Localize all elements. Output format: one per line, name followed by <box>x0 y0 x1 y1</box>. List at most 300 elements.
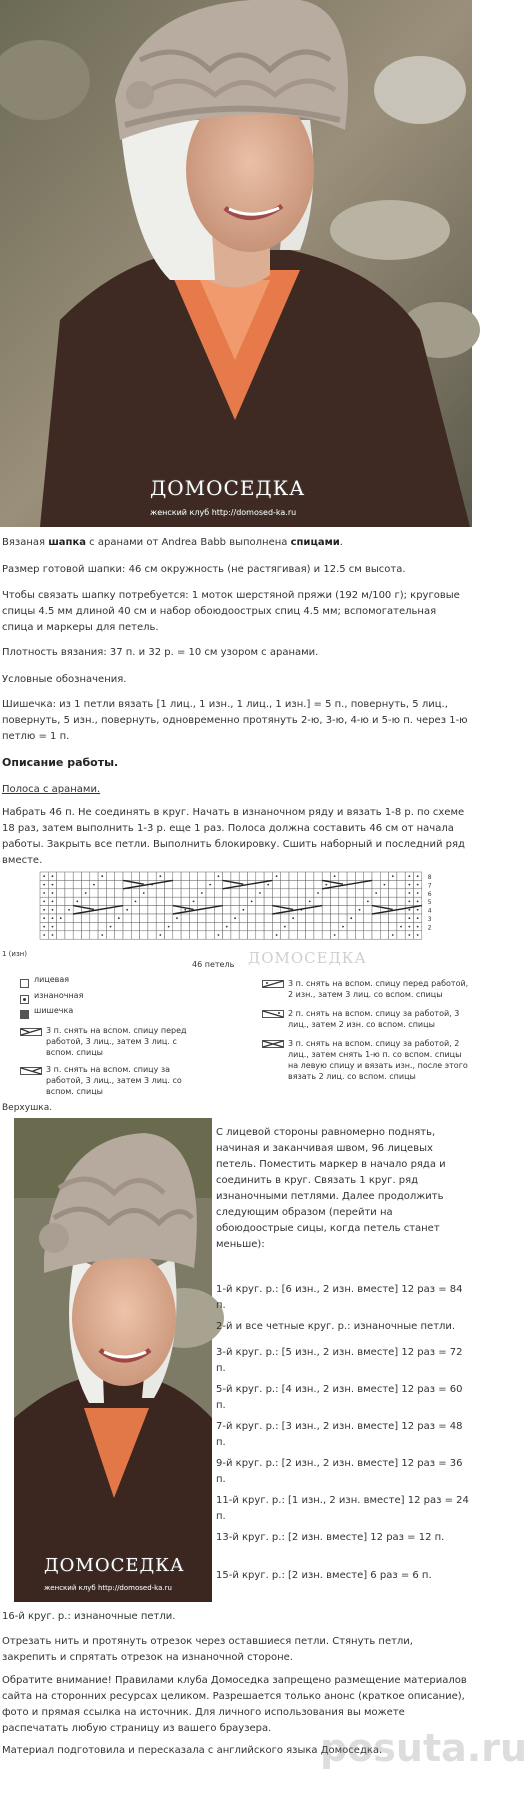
legend-knit <box>20 975 70 992</box>
chart-cell <box>140 922 148 930</box>
purl-dot <box>408 884 410 886</box>
chart-cell <box>306 931 314 939</box>
chart-cell <box>322 872 330 880</box>
chart-cell <box>364 914 372 922</box>
chart-cell <box>239 931 247 939</box>
watermark-brand: ДОМОСЕДКА <box>150 476 306 500</box>
chart-cell <box>131 922 139 930</box>
chart-cell <box>123 914 131 922</box>
chart-cell <box>173 872 181 880</box>
hat-photo-main-image <box>0 0 472 527</box>
chart-cell <box>115 931 123 939</box>
chart-cell <box>331 914 339 922</box>
chart-cell <box>173 931 181 939</box>
chart-cell <box>198 931 206 939</box>
chart-cell <box>165 872 173 880</box>
purl-dot <box>259 892 261 894</box>
row-number: 5 <box>427 899 432 907</box>
purl-dot <box>159 875 161 877</box>
chart-cell <box>231 889 239 897</box>
chart-cell <box>140 914 148 922</box>
chart-cell <box>65 872 73 880</box>
chart-cell <box>289 880 297 888</box>
chart-cell <box>256 897 264 905</box>
chart-cell <box>165 931 173 939</box>
chart-cell <box>372 872 380 880</box>
chart-cell <box>264 922 272 930</box>
chart-cell <box>82 914 90 922</box>
crown-row: 1-й круг. р.: [6 изн., 2 изн. вместе] 12 раз = 84 п. <box>216 1284 463 1311</box>
hat-photo-second <box>14 1118 212 1602</box>
row-number: 3 <box>427 916 432 923</box>
purl-dot <box>350 917 352 919</box>
chart-cell <box>181 931 189 939</box>
chart-cell <box>173 889 181 897</box>
chart-cell <box>389 889 397 897</box>
chart-cell <box>131 906 139 914</box>
chart-cell <box>355 897 363 905</box>
chart-cell <box>131 872 139 880</box>
purl-dot <box>408 892 410 894</box>
chart-cell <box>306 922 314 930</box>
chart-cell <box>115 922 123 930</box>
chart-cell <box>98 880 106 888</box>
chart-cell <box>248 889 256 897</box>
chart-cell <box>322 914 330 922</box>
cross-purl-front-icon <box>262 980 284 988</box>
purl-dot <box>334 934 336 936</box>
chart-cell <box>306 880 314 888</box>
purl-dot <box>384 884 386 886</box>
chart-cell <box>347 897 355 905</box>
row-number: 8 <box>427 874 432 881</box>
purl-dot <box>52 884 54 886</box>
chart-cell <box>115 889 123 897</box>
chart-cell <box>380 922 388 930</box>
chart-cell <box>189 880 197 888</box>
purl-dot <box>408 875 410 877</box>
chart-cell <box>347 922 355 930</box>
purl-dot <box>43 892 45 894</box>
bobble-paragraph: Шишечка: из 1 петли вязать [1 лиц., 1 изн., 1 лиц., 1 изн.] = 5 п., повернуть, 5 лиц., повернуть, 5 изн., повернуть, одновременно протянуть 2-ю, 3-ю, 4-ю и 5-ю п. через 1-ю петлю = 1 п. <box>2 699 468 742</box>
purl-dot <box>52 875 54 877</box>
chart-cell <box>347 906 355 914</box>
chart-cell <box>289 931 297 939</box>
legend-knit-text: лицевая <box>34 975 70 984</box>
chart-cell <box>331 906 339 914</box>
row-number: 2 <box>427 924 432 932</box>
chart-cell <box>123 889 131 897</box>
chart-cell <box>364 872 372 880</box>
crown-intro: С лицевой стороны равномерно поднять, начиная и заканчивая швом, 96 лицевых петель. Поместить маркер в начало ряда и соединить в круг. Связать 1 круг. ряд изнаночными петлями. Далее продолжить следующим образом (перейти на обоюдоострые сицы, когда петель станет меньше): <box>216 1127 446 1250</box>
chart-cell <box>239 889 247 897</box>
chart-cell <box>322 922 330 930</box>
chart-cell <box>214 922 222 930</box>
chart-cell <box>57 872 65 880</box>
crown-row: 7-й круг. р.: [3 изн., 2 изн. вместе] 12 раз = 48 п. <box>216 1421 463 1448</box>
gauge-paragraph: Плотность вязания: 37 п. и 32 р. = 10 см узором с аранами. <box>2 647 319 658</box>
chart-cell <box>123 872 131 880</box>
chart-cell <box>314 931 322 939</box>
chart-cell <box>256 906 264 914</box>
purl-dot <box>168 926 170 928</box>
purl-dot <box>135 901 137 903</box>
chart-cell <box>355 922 363 930</box>
purl-dot <box>43 901 45 903</box>
purl-dot <box>325 884 327 886</box>
watermark-brand-2: ДОМОСЕДКА <box>44 1555 185 1576</box>
chart-cell <box>214 914 222 922</box>
crown-row: 15-й круг. р.: [2 изн. вместе] 6 раз = 6 п. <box>216 1570 432 1581</box>
purl-dot <box>417 875 419 877</box>
intro-hat-bold: шапка <box>48 537 86 548</box>
chart-cell <box>339 931 347 939</box>
chart-cell <box>148 889 156 897</box>
purl-dot <box>226 926 228 928</box>
chart-cell <box>106 872 114 880</box>
crown-row: 9-й круг. р.: [2 изн., 2 изн. вместе] 12 раз = 36 п. <box>216 1458 463 1485</box>
chart-cell <box>206 914 214 922</box>
purl-dot <box>218 934 220 936</box>
intro-mid: с аранами от Andrea Babb выполнена <box>86 537 291 548</box>
chart-cell <box>248 922 256 930</box>
purl-dot <box>101 875 103 877</box>
chart-cell <box>214 880 222 888</box>
chart-cell <box>281 872 289 880</box>
chart-cell <box>206 897 214 905</box>
chart-cell <box>173 880 181 888</box>
purl-dot <box>417 884 419 886</box>
chart-cell <box>181 897 189 905</box>
materials-paragraph: Чтобы связать шапку потребуется: 1 моток шерстяной пряжи (192 м/100 г); круговые спицы 4.5 мм длиной 40 см и набор обоюдоострых спиц 4.5 мм; вспомогательная спица и маркеры для петель. <box>2 590 460 633</box>
chart-cell <box>82 880 90 888</box>
chart-cell <box>90 914 98 922</box>
legend-cable-back-text: 3 п. снять на вспом. спицу за работой, 3 лиц., затем 3 лиц. со вспом. спицы <box>46 1065 182 1096</box>
chart-cell <box>214 897 222 905</box>
chart-cell <box>397 889 405 897</box>
chart-cell <box>322 906 330 914</box>
chart-cell <box>380 914 388 922</box>
chart-cell <box>65 889 73 897</box>
chart-cell <box>189 872 197 880</box>
crown-row: 13-й круг. р.: [2 изн. вместе] 12 раз = 12 п. <box>216 1532 445 1543</box>
chart-cell <box>322 931 330 939</box>
chart-cell <box>140 906 148 914</box>
chart-cell <box>57 922 65 930</box>
chart-cell <box>189 931 197 939</box>
chart-cell <box>206 889 214 897</box>
legend-right-1-text: 3 п. снять на вспом. спицу перед работой, 2 изн., затем 3 лиц. со вспом. спицы <box>288 979 469 999</box>
purl-dot <box>101 934 103 936</box>
chart-cell <box>372 931 380 939</box>
chart-cell <box>314 922 322 930</box>
purl-dot <box>143 892 145 894</box>
crown-row: 3-й круг. р.: [5 изн., 2 изн. вместе] 12 раз = 72 п. <box>216 1347 463 1374</box>
purl-dot <box>334 875 336 877</box>
chart-cell <box>322 897 330 905</box>
purl-dot <box>184 909 186 911</box>
purl-dot <box>52 917 54 919</box>
row16: 16-й круг. р.: изнаночные петли. <box>2 1611 176 1622</box>
chart-cell <box>272 897 280 905</box>
cross-purl-back-icon <box>262 1010 284 1018</box>
chart-cell <box>206 872 214 880</box>
chart-cell <box>289 922 297 930</box>
purl-dot <box>242 909 244 911</box>
cross-center-purl-icon <box>262 1040 284 1048</box>
chart-cell <box>231 922 239 930</box>
dot-square-icon <box>20 995 29 1004</box>
chart-cell <box>73 889 81 897</box>
chart-cell <box>397 872 405 880</box>
purl-dot <box>126 909 128 911</box>
chart-cell <box>181 880 189 888</box>
chart-cell <box>297 922 305 930</box>
purl-dot <box>408 901 410 903</box>
chart-cell <box>198 914 206 922</box>
chart-cell <box>314 872 322 880</box>
chart-cell <box>297 880 305 888</box>
strip-title: Полоса с аранами. <box>2 784 101 795</box>
chart-cell <box>372 922 380 930</box>
chart-cell <box>82 872 90 880</box>
chart-cell <box>181 872 189 880</box>
chart-cell <box>355 914 363 922</box>
chart-cell <box>206 922 214 930</box>
row-number: 7 <box>427 882 432 890</box>
hat-photo-second-image <box>14 1118 212 1602</box>
purl-dot <box>76 901 78 903</box>
chart-cell <box>123 931 131 939</box>
chart-cell <box>380 897 388 905</box>
chart-cell <box>239 922 247 930</box>
purl-dot <box>209 884 211 886</box>
chart-cell <box>189 922 197 930</box>
chart-cell <box>181 914 189 922</box>
chart-cell <box>322 889 330 897</box>
purl-dot <box>267 884 269 886</box>
purl-dot <box>251 901 253 903</box>
chart-cell <box>156 889 164 897</box>
chart-cell <box>248 906 256 914</box>
chart-grid <box>0 868 472 948</box>
chart-cell <box>173 922 181 930</box>
chart-cell <box>156 914 164 922</box>
chart-cell <box>148 931 156 939</box>
chart-cell <box>281 897 289 905</box>
chart-cell <box>165 889 173 897</box>
chart-cell <box>380 931 388 939</box>
chart-cell <box>181 922 189 930</box>
symbols-title: Условные обозначения. <box>2 674 127 685</box>
chart-cell <box>331 897 339 905</box>
legend-right-3-text: 3 п. снять на вспом. спицу за работой, 2 лиц., затем снять 1-ю п. со вспом. спицы на левую спицу и вязать изн., после этого вязать 2 лиц. со вспом. спицы <box>288 1039 468 1081</box>
chart-cell <box>156 906 164 914</box>
purl-dot <box>276 934 278 936</box>
chart-cell <box>264 889 272 897</box>
intro-pre: Вязаная <box>2 537 49 548</box>
chart-cell <box>264 872 272 880</box>
chart-cell <box>106 914 114 922</box>
chart-cell <box>189 914 197 922</box>
chart-cell <box>57 897 65 905</box>
purl-dot <box>68 909 70 911</box>
credit-paragraph: Материал подготовила и пересказала с английского языка Домоседка. <box>2 1745 383 1756</box>
purl-dot <box>417 917 419 919</box>
chart-cell <box>198 922 206 930</box>
chart-cell <box>223 889 231 897</box>
legend-right-2-text: 2 п. снять на вспом. спицу за работой, 3 лиц., затем 2 изн. со вспом. спицы <box>288 1009 460 1029</box>
chart-cell <box>339 906 347 914</box>
chart-cell <box>206 931 214 939</box>
cable-back-icon <box>20 1067 42 1075</box>
chart-cell <box>65 897 73 905</box>
chart-width-label: 46 петель <box>192 960 235 969</box>
purl-dot <box>43 884 45 886</box>
chart-cell <box>264 906 272 914</box>
chart-cell <box>389 922 397 930</box>
purl-dot <box>52 901 54 903</box>
chart-cell <box>223 906 231 914</box>
chart-cell <box>115 872 123 880</box>
chart-cell <box>198 872 206 880</box>
chart-cell <box>115 880 123 888</box>
chart-cell <box>364 889 372 897</box>
chart-cell <box>256 914 264 922</box>
chart-cell <box>131 914 139 922</box>
chart-cell <box>98 922 106 930</box>
chart-cell <box>165 914 173 922</box>
chart-cell <box>173 897 181 905</box>
purl-dot <box>193 901 195 903</box>
purl-dot <box>417 934 419 936</box>
chart-cell <box>256 872 264 880</box>
purl-dot <box>392 875 394 877</box>
size-paragraph: Размер готовой шапки: 46 см окружность (не растягивая) и 12.5 см высота. <box>2 564 406 575</box>
purl-dot <box>317 892 319 894</box>
purl-dot <box>85 892 87 894</box>
chart-cell <box>115 897 123 905</box>
watermark-sub-2: женский клуб http://domosed-ka.ru <box>44 1584 172 1592</box>
purl-dot <box>201 892 203 894</box>
chart-cell <box>65 914 73 922</box>
chart-cell <box>106 931 114 939</box>
chart-cell <box>389 914 397 922</box>
chart-cell <box>90 889 98 897</box>
chart-cell <box>380 872 388 880</box>
chart-cell <box>281 931 289 939</box>
chart-cell <box>214 889 222 897</box>
chart-cell <box>397 880 405 888</box>
chart-cell <box>239 914 247 922</box>
chart-cell <box>231 897 239 905</box>
chart-cell <box>306 914 314 922</box>
chart-cell <box>98 889 106 897</box>
chart-cell <box>397 897 405 905</box>
chart-cell <box>314 880 322 888</box>
chart-cell <box>82 931 90 939</box>
chart-cell <box>281 889 289 897</box>
chart-cell <box>372 880 380 888</box>
purl-dot <box>218 875 220 877</box>
chart-cell <box>355 872 363 880</box>
chart-cell <box>239 872 247 880</box>
chart-cell <box>281 880 289 888</box>
chart-cell <box>198 880 206 888</box>
chart-start-label: 1 (изн) <box>2 950 27 958</box>
chart-cell <box>314 914 322 922</box>
purl-dot <box>43 934 45 936</box>
purl-dot <box>43 875 45 877</box>
purl-dot <box>375 892 377 894</box>
chart-cell <box>347 931 355 939</box>
chart-cell <box>264 897 272 905</box>
chart-cell <box>272 889 280 897</box>
purl-dot <box>392 934 394 936</box>
chart-cell <box>314 897 322 905</box>
chart-cell <box>297 872 305 880</box>
purl-dot <box>408 917 410 919</box>
chart-cell <box>106 897 114 905</box>
purl-dot <box>52 892 54 894</box>
chart-cell <box>156 922 164 930</box>
strip-paragraph: Набрать 46 п. Не соединять в круг. Начать в изнаночном ряду и вязать 1-8 р. по схеме 18 раз, затем выполнить 1-3 р. еще 1 раз. Полоса должна составить 46 см от начала работы. Закрыть все петли. Выполнить блокировку. Сшить наборный и последний ряд вместе. <box>2 807 465 866</box>
crown-row: 5-й круг. р.: [4 изн., 2 изн. вместе] 12 раз = 60 п. <box>216 1384 463 1411</box>
knitting-chart <box>0 868 472 1098</box>
chart-cell <box>339 914 347 922</box>
intro-needles-bold: спицами <box>290 537 340 548</box>
chart-cell <box>65 931 73 939</box>
purl-dot <box>309 901 311 903</box>
purl-dot <box>292 917 294 919</box>
chart-cell <box>264 914 272 922</box>
empty-square-icon <box>20 979 29 988</box>
chart-cell <box>347 889 355 897</box>
chart-cell <box>397 914 405 922</box>
chart-cell <box>397 931 405 939</box>
chart-cell <box>189 889 197 897</box>
chart-cell <box>57 880 65 888</box>
chart-cell <box>364 922 372 930</box>
chart-cell <box>223 914 231 922</box>
chart-cell <box>131 931 139 939</box>
chart-cell <box>148 897 156 905</box>
chart-cell <box>297 914 305 922</box>
chart-cell <box>65 880 73 888</box>
chart-cell <box>297 931 305 939</box>
purl-dot <box>93 884 95 886</box>
purl-dot <box>408 926 410 928</box>
purl-dot <box>359 909 361 911</box>
chart-cell <box>231 906 239 914</box>
purl-dot <box>118 917 120 919</box>
chart-cell <box>239 897 247 905</box>
chart-cell <box>355 889 363 897</box>
purl-dot <box>43 909 45 911</box>
chart-cell <box>73 880 81 888</box>
chart-cell <box>372 897 380 905</box>
purl-dot <box>417 926 419 928</box>
row-number: 4 <box>427 907 432 915</box>
chart-cell <box>297 897 305 905</box>
chart-cell <box>181 889 189 897</box>
chart-cell <box>372 914 380 922</box>
chart-cell <box>264 931 272 939</box>
legend-bobble-text: шишечка <box>34 1006 74 1015</box>
crown-title: Верхушка. <box>2 1103 53 1113</box>
chart-cell <box>198 897 206 905</box>
chart-cell <box>131 889 139 897</box>
